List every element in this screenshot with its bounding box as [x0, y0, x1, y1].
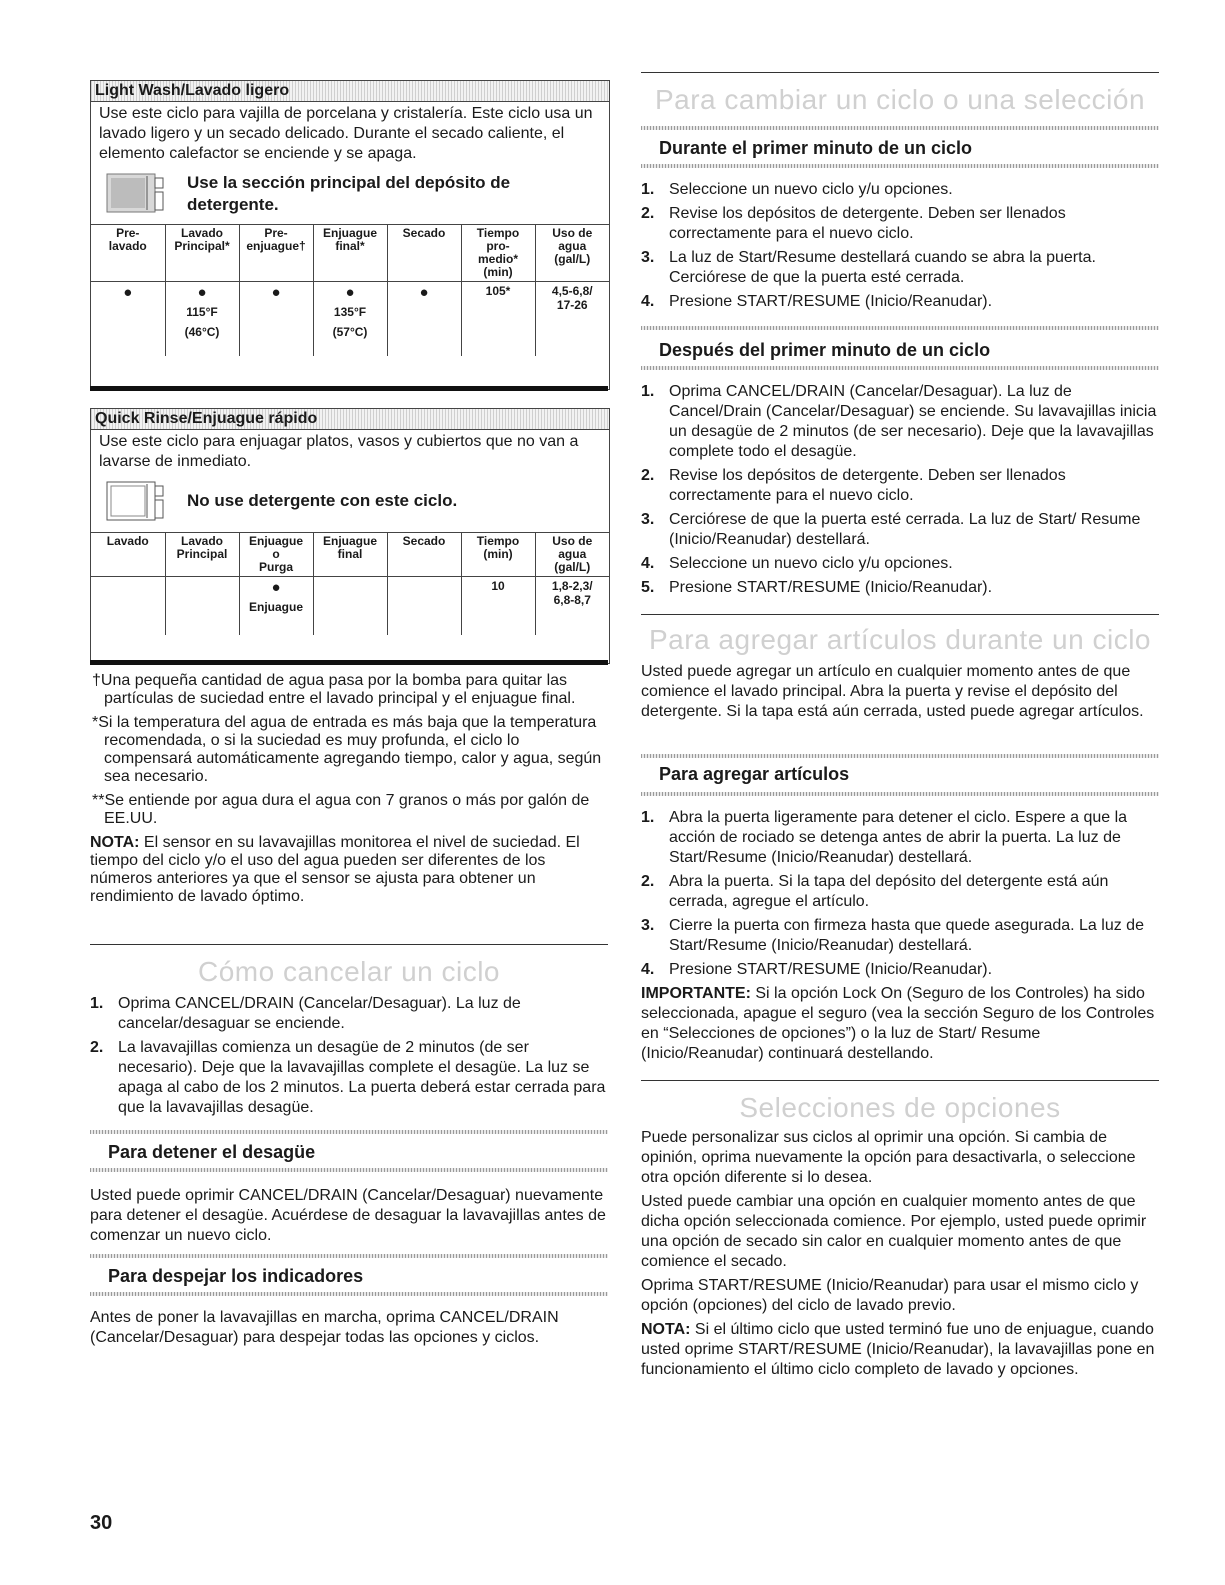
step-text: Presione START/RESUME (Inicio/Reanudar). — [669, 293, 993, 310]
empty-dispenser-icon — [103, 480, 165, 522]
change-step — [641, 554, 1159, 574]
after-first-minute-steps — [641, 382, 1159, 602]
change-step — [641, 248, 1159, 288]
sensor-note — [90, 834, 608, 906]
quick-rinse-detergent-row — [91, 476, 609, 532]
cell-prerinse — [239, 282, 313, 356]
important-label: IMPORTANTE: — [641, 985, 751, 1002]
col-prerinse: Pre- enjuague† — [239, 225, 313, 282]
heading-hatch-bottom — [90, 1292, 608, 1296]
cell-water: 1,8-2,3/ 6,8-8,7 — [535, 577, 609, 635]
col-dry: Secado — [387, 533, 461, 577]
section-rule — [641, 1080, 1159, 1081]
cell-main-wash — [165, 282, 239, 356]
step-text: Cerciórese de que la puerta esté cerrada. La luz de Start/ Resume (Inicio/Reanudar) destellará. — [669, 511, 1141, 548]
temp-f: 135°F — [333, 305, 367, 319]
step-text: Cierre la puerta con firmeza hasta que quede asegurada. La luz de Start/Resume (Inicio/Reanudar) destellará. — [669, 917, 1144, 954]
step-text: Revise los depósitos de detergente. Deben ser llenados correctamente para el nuevo ciclo. — [669, 467, 1066, 504]
cancel-steps — [90, 994, 608, 1122]
col-time: Tiempo pro- medio* (min) — [461, 225, 535, 282]
first-minute-steps — [641, 180, 1159, 316]
section-rule — [90, 944, 608, 945]
light-wash-cycle-box — [90, 80, 610, 390]
heading-hatch-top — [90, 1254, 608, 1258]
change-step — [641, 382, 1159, 462]
footnote-dagger: †Una pequeña cantidad de agua pasa por la bomba para quitar las partículas de suciedad entre el lavado principal y el enjuague final. — [92, 672, 576, 707]
cell-prewash — [91, 282, 165, 356]
dot-marker: ● — [123, 284, 133, 301]
step-number: 1. — [641, 383, 655, 400]
add-items-steps — [641, 808, 1159, 1068]
col-final-rinse: Enjuague final* — [313, 225, 387, 282]
rinse-label: Enjuague — [248, 600, 303, 614]
change-section-title: Para cambiar un ciclo o una selección — [654, 84, 1146, 115]
light-wash-detergent-row — [91, 168, 609, 224]
quick-rinse-detergent-instruction: No use detergente con este ciclo. — [187, 491, 458, 510]
note-text: Si el último ciclo que usted terminó fue uno de enjuague, cuando usted oprime START/RESUME (Inicio/Reanudar), la lavavajillas pone en funcionamiento el último ciclo completo de lavado y opciones. — [641, 1321, 1155, 1378]
cell-final-rinse — [313, 282, 387, 356]
step-text: Abra la puerta. Si la tapa del depósito del detergente está aún cerrada, agregue el artículo. — [669, 873, 1109, 910]
cell-dry — [387, 282, 461, 356]
step-text: Revise los depósitos de detergente. Deben ser llenados correctamente para el nuevo ciclo. — [669, 205, 1066, 242]
cell-water: 4,5-6,8/ 17-26 — [535, 282, 609, 356]
heading-hatch-top — [641, 126, 1159, 130]
cell-final-rinse — [313, 577, 387, 635]
quick-rinse-title: Quick Rinse/Enjuague rápido — [91, 409, 609, 430]
step-number: 2. — [641, 873, 655, 890]
dot-marker: ● — [271, 579, 281, 596]
step-number: 1. — [641, 181, 655, 198]
col-prewash: Pre- lavado — [91, 225, 165, 282]
heading-hatch-bottom — [641, 164, 1159, 168]
step-text: Seleccione un nuevo ciclo y/u opciones. — [669, 181, 953, 198]
change-step — [641, 204, 1159, 244]
add-items-heading: Para agregar artículos — [659, 764, 850, 784]
step-number: 5. — [641, 579, 655, 596]
add-step — [641, 872, 1159, 912]
add-step — [641, 916, 1159, 956]
cell-time: 10 — [461, 577, 535, 635]
section-rule — [641, 72, 1159, 73]
step-text: Presione START/RESUME (Inicio/Reanudar). — [669, 961, 993, 978]
stop-drain-text: Usted puede oprimir CANCEL/DRAIN (Cancelar/Desaguar) nuevamente para detener el desagüe. Acuérdese de desaguar la lavavajillas antes de comenzar un nuevo ciclo. — [90, 1187, 606, 1244]
after-first-minute-heading: Después del primer minuto de un ciclo — [659, 340, 991, 360]
footnote-star: *Si la temperatura del agua de entrada es más baja que la temperatura recomendada, o si la suciedad es muy profunda, el ciclo lo compensará automáticamente agregando tiempo, calor y agua, según sea necesario. — [92, 714, 602, 785]
step-number: 1. — [90, 995, 104, 1012]
clear-indicators-heading: Para despejar los indicadores — [108, 1266, 364, 1286]
temp-c: (46°C) — [184, 325, 220, 339]
add-items-section-title: Para agregar artículos durante un ciclo — [649, 624, 1151, 655]
heading-hatch-bottom — [641, 366, 1159, 370]
dot-marker: ● — [197, 284, 207, 301]
col-main-wash: Lavado Principal — [165, 533, 239, 577]
add-items-intro: Usted puede agregar un artículo en cualquier momento antes de que comience el lavado principal. Abra la puerta y revise el depósito del detergente. Si la tapa está aún cerrada, usted puede agregar artículos. — [641, 663, 1144, 720]
col-main-wash: Lavado Principal* — [165, 225, 239, 282]
heading-hatch-bottom — [641, 792, 1159, 796]
quick-rinse-bottom-bar — [90, 660, 608, 665]
step-text: La lavavajillas comienza un desagüe de 2 minutos (de ser necesario). Deje que la lavavajillas complete el desagüe. La luz se apaga al cabo de los 2 minutos. La puerta deberá estar cerrada para que la lavavajillas desagüe. — [118, 1039, 606, 1116]
step-text: Seleccione un nuevo ciclo y/u opciones. — [669, 555, 953, 572]
cancel-section-title: Cómo cancelar un ciclo — [197, 956, 501, 987]
change-step — [641, 510, 1159, 550]
step-number: 2. — [90, 1039, 104, 1056]
quick-rinse-table — [91, 532, 609, 635]
step-number: 3. — [641, 917, 655, 934]
step-number: 2. — [641, 205, 655, 222]
add-step — [641, 808, 1159, 868]
light-wash-description: Use este ciclo para vajilla de porcelana y cristalería. Este ciclo usa un lavado ligero y un secado delicado. Durante el secado caliente, el elemento calefactor se enciende y se apaga. — [99, 105, 593, 162]
detergent-dispenser-icon — [103, 172, 165, 214]
dot-marker: ● — [271, 284, 281, 301]
light-wash-bottom-bar — [90, 386, 608, 391]
change-step — [641, 466, 1159, 506]
footnote-double-star: **Se entiende por agua dura el agua con 7 granos o más por galón de EE.UU. — [92, 792, 590, 827]
col-wash: Lavado — [91, 533, 165, 577]
heading-hatch-top — [90, 1130, 608, 1134]
light-wash-title: Light Wash/Lavado ligero — [91, 81, 609, 102]
temp-c: (57°C) — [332, 325, 368, 339]
col-time: Tiempo (min) — [461, 533, 535, 577]
step-number: 2. — [641, 467, 655, 484]
note-text: El sensor en su lavavajillas monitorea el nivel de suciedad. El tiempo del ciclo y/o el uso del agua pueden ser diferentes de los números anteriores ya que el sensor se ajusta para obtener un rendimiento de lavado óptimo. — [90, 834, 580, 905]
heading-hatch-top — [641, 754, 1159, 758]
options-text — [641, 1128, 1159, 1384]
step-text: Presione START/RESUME (Inicio/Reanudar). — [669, 579, 993, 596]
heading-hatch-top — [641, 326, 1159, 330]
cancel-step — [90, 994, 608, 1034]
step-number: 1. — [641, 809, 655, 826]
dot-marker: ● — [345, 284, 355, 301]
step-text: Oprima CANCEL/DRAIN (Cancelar/Desaguar). La luz de Cancel/Drain (Cancelar/Desaguar) se enciende. Su lavavajillas inicia un desagüe de 2 minutos (de ser necesario). Deje que la lavavajillas complete todo el desagüe. — [669, 383, 1157, 460]
footnotes — [90, 672, 608, 912]
col-final-rinse: Enjuague final — [313, 533, 387, 577]
temp-f: 115°F — [186, 305, 218, 319]
cell-wash — [91, 577, 165, 635]
quick-rinse-cycle-box — [90, 408, 610, 664]
col-dry: Secado — [387, 225, 461, 282]
step-text: Oprima CANCEL/DRAIN (Cancelar/Desaguar). La luz de cancelar/desaguar se enciende. — [118, 995, 521, 1032]
quick-rinse-description: Use este ciclo para enjuagar platos, vasos y cubiertos que no van a lavarse de inmediato. — [99, 433, 579, 470]
cell-main-wash — [165, 577, 239, 635]
step-number: 4. — [641, 961, 655, 978]
important-text: Si la opción Lock On (Seguro de los Controles) ha sido seleccionada, apague el seguro (vea la sección Seguro de los Controles en “Selecciones de opciones”) o la luz de Start/ Resume (Inicio/Reanudar) continuará destellando. — [641, 985, 1155, 1062]
section-rule — [641, 614, 1159, 615]
options-note — [641, 1320, 1159, 1380]
note-label: NOTA: — [90, 834, 140, 851]
step-number: 4. — [641, 293, 655, 310]
step-number: 3. — [641, 249, 655, 266]
col-rinse-purge: Enjuague o Purga — [239, 533, 313, 577]
col-water: Uso de agua (gal/L) — [535, 533, 609, 577]
page-number: 30 — [90, 1512, 113, 1534]
first-minute-heading: Durante el primer minuto de un ciclo — [659, 138, 973, 158]
step-text: Abra la puerta ligeramente para detener el ciclo. Espere a que la acción de rociado se detenga antes de abrir la puerta. La luz de Start/Resume (Inicio/Reanudar) destellará. — [669, 809, 1128, 866]
options-paragraph: Oprima START/RESUME (Inicio/Reanudar) para usar el mismo ciclo y opción (opciones) del ciclo de lavado previo. — [641, 1277, 1139, 1314]
note-label: NOTA: — [641, 1321, 691, 1338]
light-wash-table — [91, 224, 609, 356]
col-water: Uso de agua (gal/L) — [535, 225, 609, 282]
cell-rinse-purge — [239, 577, 313, 635]
change-step — [641, 180, 1159, 200]
cancel-step — [90, 1038, 608, 1118]
step-text: La luz de Start/Resume destellará cuando se abra la puerta. Cerciórese de que la puerta esté cerrada. — [669, 249, 1096, 286]
important-note — [641, 984, 1159, 1064]
clear-indicators-text: Antes de poner la lavavajillas en marcha, oprima CANCEL/DRAIN (Cancelar/Desaguar) para despejar todas las opciones y ciclos. — [90, 1309, 559, 1346]
dot-marker: ● — [419, 284, 429, 301]
options-paragraph: Puede personalizar sus ciclos al oprimir una opción. Si cambia de opinión, oprima nuevamente la opción para desactivarla, o seleccione otra opción diferente si lo desea. — [641, 1129, 1136, 1186]
cell-time: 105* — [461, 282, 535, 356]
step-number: 4. — [641, 555, 655, 572]
options-paragraph: Usted puede cambiar una opción en cualquier momento antes de que dicha opción seleccionada comience. Por ejemplo, usted puede oprimir una opción de secado sin calor en cualquier momento antes de que comience el secado. — [641, 1193, 1147, 1270]
options-section-title: Selecciones de opciones — [739, 1092, 1061, 1123]
cell-dry — [387, 577, 461, 635]
add-step — [641, 960, 1159, 980]
light-wash-detergent-instruction: Use la sección principal del depósito de detergente. — [187, 173, 511, 214]
heading-hatch-bottom — [90, 1168, 608, 1172]
step-number: 3. — [641, 511, 655, 528]
change-step — [641, 578, 1159, 598]
change-step — [641, 292, 1159, 312]
stop-drain-heading: Para detener el desagüe — [108, 1142, 316, 1162]
